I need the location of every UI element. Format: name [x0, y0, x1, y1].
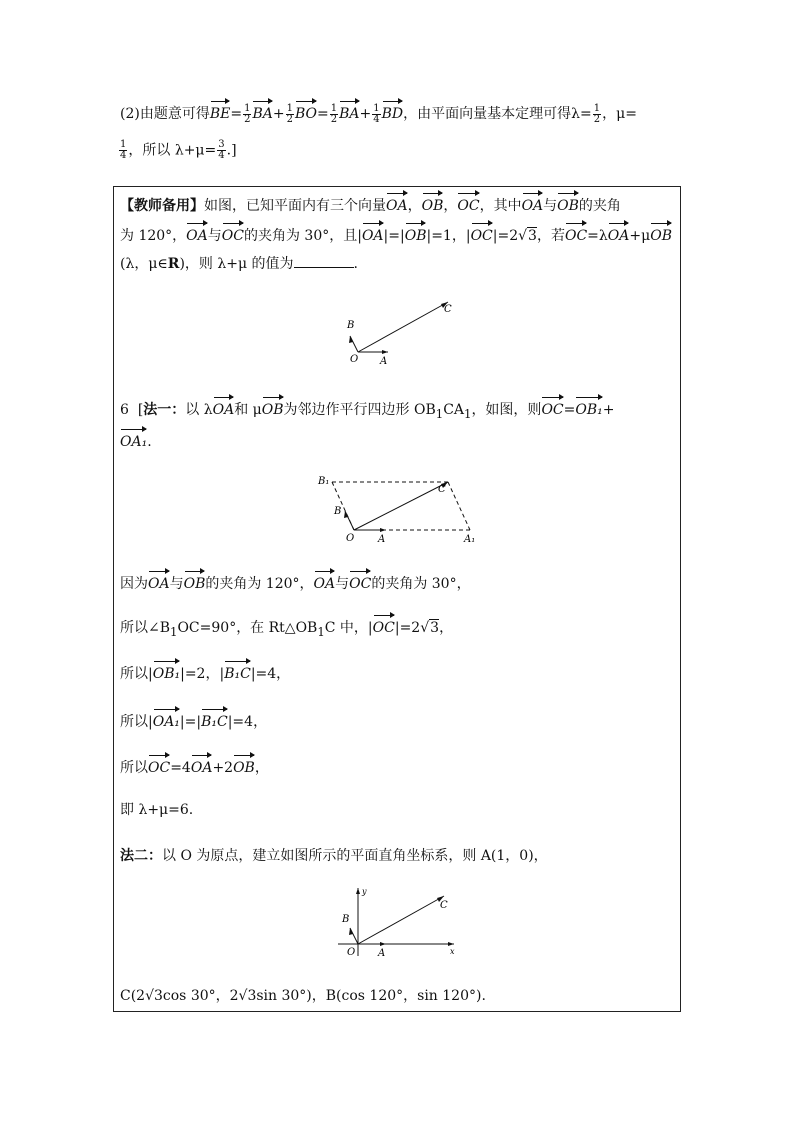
- question-line-1: 【教师备用】如图，已知平面内有三个向量OA，OB，OC，其中OA与OB的夹角: [120, 192, 621, 216]
- method2-coords: C(2√3cos 30°，2√3sin 30°)，B(cos 120°，sin 120°).: [120, 988, 486, 1004]
- label-A: A: [378, 534, 386, 545]
- method1-line-2: OA₁.: [120, 428, 152, 452]
- figure-vectors: [330, 296, 470, 368]
- question-line-3: (λ，μ∈R)，则 λ+μ 的值为 .: [120, 256, 358, 272]
- step-6: 即 λ+μ=6.: [120, 802, 194, 818]
- label-O: O: [347, 947, 356, 958]
- step-4: 所以|OA₁|=|B₁C|=4，: [120, 708, 267, 732]
- figure-coordinates: [334, 884, 464, 960]
- answer-blank: [294, 255, 354, 268]
- label-O: O: [350, 354, 359, 365]
- label-C: C: [444, 304, 452, 315]
- label-B: B: [342, 914, 350, 925]
- solution-line-2: $\frac{1}{4}$ ，所以 λ+μ= $\frac{3}{4}$ .]: [120, 139, 237, 161]
- label-x: x: [450, 947, 455, 956]
- label-O: O: [346, 533, 355, 544]
- label-A1: A₁: [464, 534, 476, 545]
- figure-parallelogram: [316, 470, 486, 548]
- solution-line-1: (2)由题意可得BE= $\frac{1}{2}$ BA+ $\frac{1}{2}$ BO= $\frac{1}{2}$ BA+ $\frac{1}{4}$ BD，由平面向量基本定理可得λ= $\frac{1}{2}$ ，μ=: [120, 100, 637, 125]
- question-line-2: 为 120°，OA与OC的夹角为 30°，且|OA|=|OB|=1，|OC|=2√3，若OC=λOA+μOB: [120, 222, 672, 246]
- label-B: B: [347, 320, 355, 331]
- step-2: 所以$\angle B_1OC=90^\circ$，在 $Rt\triangle OB_1C$ 中，|OC|=2√3，: [120, 614, 453, 642]
- label-B: B: [334, 506, 342, 517]
- method2-line: 法二：以 O 为原点，建立如图所示的平面直角坐标系，则 A(1，0)，: [120, 848, 548, 864]
- step-3: 所以|OB₁|=2，|B₁C|=4，: [120, 660, 290, 684]
- label-A: A: [378, 948, 386, 959]
- step-5: 所以OC=4OA+2OB，: [120, 754, 269, 778]
- label-C: C: [438, 484, 446, 495]
- step-1: 因为OA与OB的夹角为 120°，OA与OC的夹角为 30°，: [120, 570, 471, 594]
- method1-line-1: 6 [法一：以 λOA和 μOB为邻边作平行四边形 $OB_1CA_1$，如图，则OC=OB₁+: [120, 396, 615, 424]
- label-y: y: [362, 887, 367, 896]
- label-B1: B₁: [318, 476, 330, 487]
- label-A: A: [380, 356, 388, 367]
- label-C: C: [440, 900, 448, 911]
